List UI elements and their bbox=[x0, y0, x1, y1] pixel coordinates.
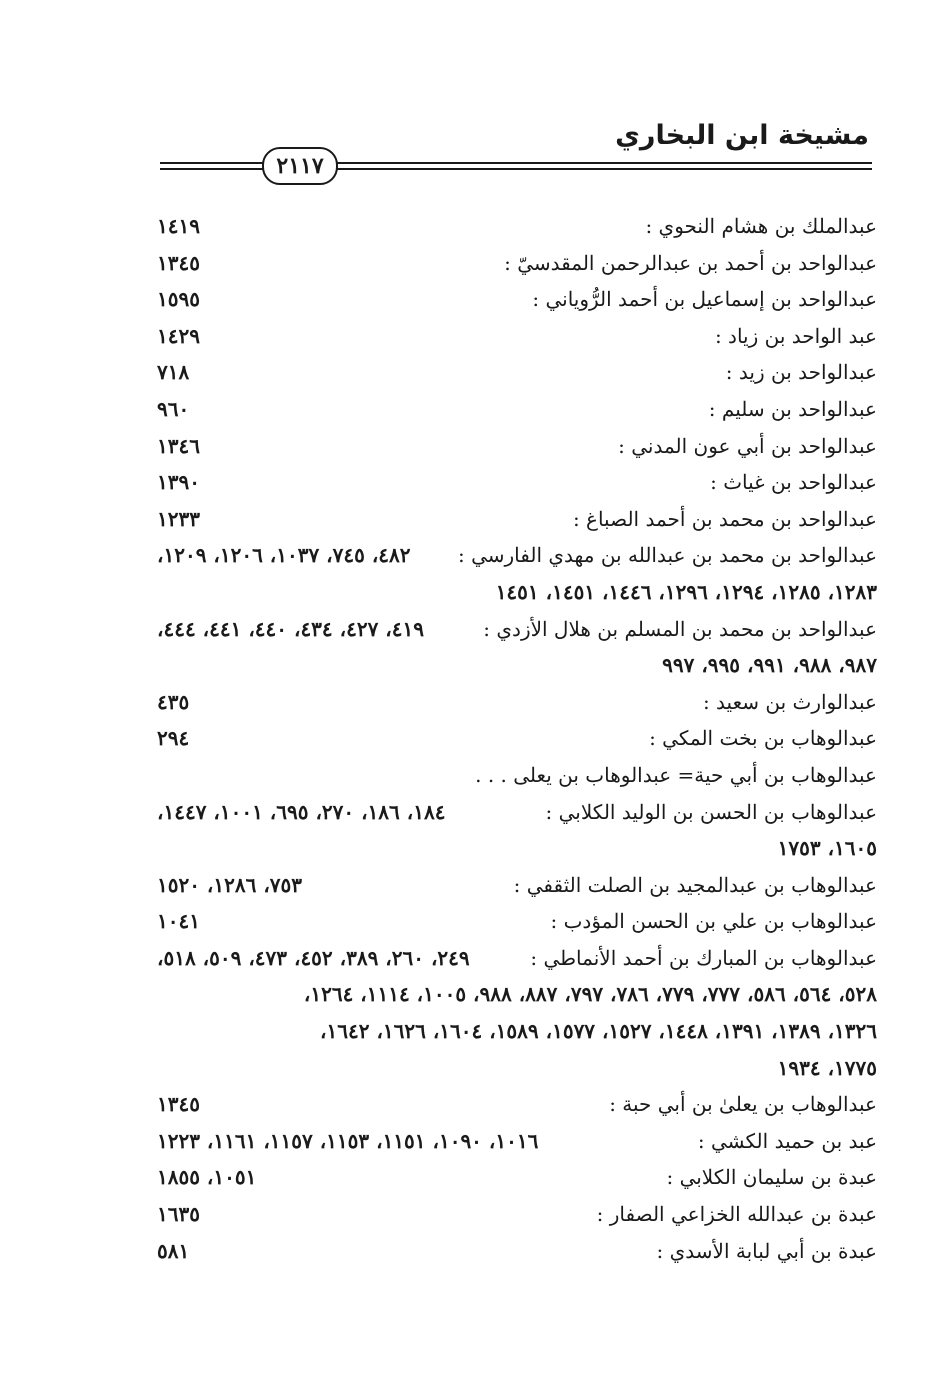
entry-name: عبدالوهاب بن عبدالمجيد بن الصلت الثقفي : bbox=[513, 872, 877, 897]
entry-references: ١٠١٦، ١٠٩٠، ١١٥١، ١١٥٣، ١١٥٧، ١١٦١، ١٢٢٣ bbox=[157, 1128, 539, 1153]
entry-references: ٧١٨ bbox=[157, 360, 190, 385]
entry-name: عبدالوهاب بن بخت المكي : bbox=[649, 726, 877, 751]
entry-references: ٤١٩، ٤٢٧، ٤٣٤، ٤٤٠، ٤٤١، ٤٤٤، bbox=[157, 616, 424, 641]
entry-name: عبدالواحد بن أبي عون المدني : bbox=[618, 433, 877, 458]
index-entry bbox=[157, 281, 877, 318]
index-entry-continuation bbox=[157, 574, 877, 611]
entry-references: ١٣٤٥ bbox=[157, 1092, 200, 1117]
entry-references: ١٤١٩ bbox=[157, 214, 200, 238]
entry-references: ٥٨١ bbox=[157, 1238, 190, 1263]
entry-references: ١٦٠٥، ١٧٥٣ bbox=[777, 836, 877, 861]
index-entry-continuation bbox=[157, 976, 877, 1013]
entry-name: عبدالواحد بن محمد بن المسلم بن هلال الأزدي : bbox=[483, 616, 877, 641]
entry-name: عبدالواحد بن محمد بن أحمد الصباغ : bbox=[572, 506, 877, 531]
entry-name: عبدة بن سليمان الكلابي : bbox=[666, 1165, 877, 1190]
entry-name: عبد الواحد بن زياد : bbox=[714, 323, 877, 348]
entry-references: ١٣٩٠ bbox=[157, 470, 200, 495]
index-entry bbox=[157, 611, 877, 648]
entry-name: عبدة بن أبي لبابة الأسدي : bbox=[656, 1238, 877, 1263]
entry-name: عبد بن حميد الكشي : bbox=[697, 1128, 877, 1153]
index-entries bbox=[157, 208, 877, 1269]
entry-references: ٤٣٥ bbox=[157, 689, 190, 714]
entry-references: ١٢٨٣، ١٢٨٥، ١٢٩٤، ١٢٩٦، ١٤٤٦، ١٤٥١، ١٤٥١ bbox=[495, 579, 877, 604]
entry-name: عبدالوهاب بن أبي حية= عبدالوهاب بن يعلى . . . bbox=[475, 762, 877, 787]
index-entry bbox=[157, 1123, 877, 1160]
entry-references: ١٤٢٩ bbox=[157, 323, 200, 348]
index-entry-continuation bbox=[157, 1013, 877, 1050]
index-entry bbox=[157, 940, 877, 977]
entry-references: ٧٥٣، ١٢٨٦، ١٥٢٠ bbox=[157, 872, 303, 897]
page-number: ٢١١٧ bbox=[262, 147, 338, 185]
entry-references: ٤٨٢، ٧٤٥، ١٠٣٧، ١٢٠٦، ١٢٠٩، bbox=[157, 543, 411, 568]
index-entry-continuation bbox=[157, 830, 877, 867]
index-entry bbox=[157, 537, 877, 574]
index-entry bbox=[157, 391, 877, 428]
running-title: مشيخة ابن البخاري bbox=[615, 120, 869, 151]
entry-references: ١٧٧٥، ١٩٣٤ bbox=[777, 1055, 877, 1080]
entry-references: ١٦٣٥ bbox=[157, 1202, 200, 1227]
entry-name: عبدالوهاب بن علي بن الحسن المؤدب : bbox=[550, 909, 877, 934]
entry-name: عبدالوهاب بن يعلىٰ بن أبي حبة : bbox=[609, 1092, 877, 1117]
entry-references: ١٢٣٣ bbox=[157, 506, 200, 531]
entry-name: عبدالواحد بن سليم : bbox=[708, 396, 877, 421]
entry-references: ٩٨٧، ٩٨٨، ٩٩١، ٩٩٥، ٩٩٧ bbox=[662, 653, 877, 678]
index-entry bbox=[157, 1196, 877, 1233]
index-entry bbox=[157, 501, 877, 538]
entry-references: ٢٩٤ bbox=[157, 726, 190, 751]
entry-name: عبدالوهاب بن الحسن بن الوليد الكلابي : bbox=[545, 799, 877, 824]
entry-references: ١٠٥١، ١٨٥٥ bbox=[157, 1165, 257, 1190]
index-entry-continuation bbox=[157, 647, 877, 684]
entry-references: ١٨٤، ١٨٦، ٢٧٠، ٦٩٥، ١٠٠١، ١٤٤٧، bbox=[157, 799, 446, 824]
index-entry bbox=[157, 208, 877, 245]
entry-references: ١٥٩٥ bbox=[157, 287, 200, 312]
entry-name: عبدالواحد بن محمد بن عبدالله بن مهدي الفارسي : bbox=[457, 543, 877, 568]
index-entry bbox=[157, 794, 877, 831]
entry-references: ١٣٤٥ bbox=[157, 250, 200, 275]
entry-references: ١٣٢٦، ١٣٨٩، ١٣٩١، ١٤٤٨، ١٥٢٧، ١٥٧٧، ١٥٨٩، ١٦٠٤، ١٦٢٦، ١٦٤٢، bbox=[320, 1019, 877, 1044]
entry-name: عبدالوهاب بن المبارك بن أحمد الأنماطي : bbox=[530, 945, 877, 970]
entry-name: عبدة بن عبدالله الخزاعي الصفار : bbox=[596, 1202, 877, 1227]
entry-references: ٩٦٠ bbox=[157, 396, 190, 421]
index-entry-continuation bbox=[157, 1050, 877, 1087]
entry-name: عبدالوارث بن سعيد : bbox=[702, 689, 877, 714]
entry-name: عبدالواحد بن أحمد بن عبدالرحمن المقدسيّ : bbox=[504, 250, 877, 275]
entry-name: عبدالواحد بن غياث : bbox=[710, 470, 877, 495]
entry-name: عبدالملك بن هشام النحوي : bbox=[645, 214, 877, 238]
index-entry bbox=[157, 1233, 877, 1270]
index-entry bbox=[157, 464, 877, 501]
index-entry bbox=[157, 867, 877, 904]
entry-name: عبدالواحد بن زيد : bbox=[725, 360, 877, 385]
index-entry bbox=[157, 428, 877, 465]
entry-references: ٥٢٨، ٥٦٤، ٥٨٦، ٧٧٧، ٧٧٩، ٧٨٦، ٧٩٧، ٨٨٧، ٩٨٨، ١٠٠٥، ١١١٤، ١٢٦٤، bbox=[303, 982, 877, 1007]
entry-references: ١٠٤١ bbox=[157, 909, 200, 934]
index-entry bbox=[157, 720, 877, 757]
entry-name: عبدالواحد بن إسماعيل بن أحمد الرُّوياني : bbox=[532, 287, 877, 312]
index-entry bbox=[157, 903, 877, 940]
index-entry bbox=[157, 684, 877, 721]
index-entry bbox=[157, 1086, 877, 1123]
index-entry bbox=[157, 757, 877, 794]
entry-references: ١٣٤٦ bbox=[157, 433, 200, 458]
entry-references: ٢٤٩، ٢٦٠، ٣٨٩، ٤٥٢، ٤٧٣، ٥٠٩، ٥١٨، bbox=[157, 945, 470, 970]
index-entry bbox=[157, 1159, 877, 1196]
index-entry bbox=[157, 245, 877, 282]
index-entry bbox=[157, 354, 877, 391]
index-entry bbox=[157, 318, 877, 355]
